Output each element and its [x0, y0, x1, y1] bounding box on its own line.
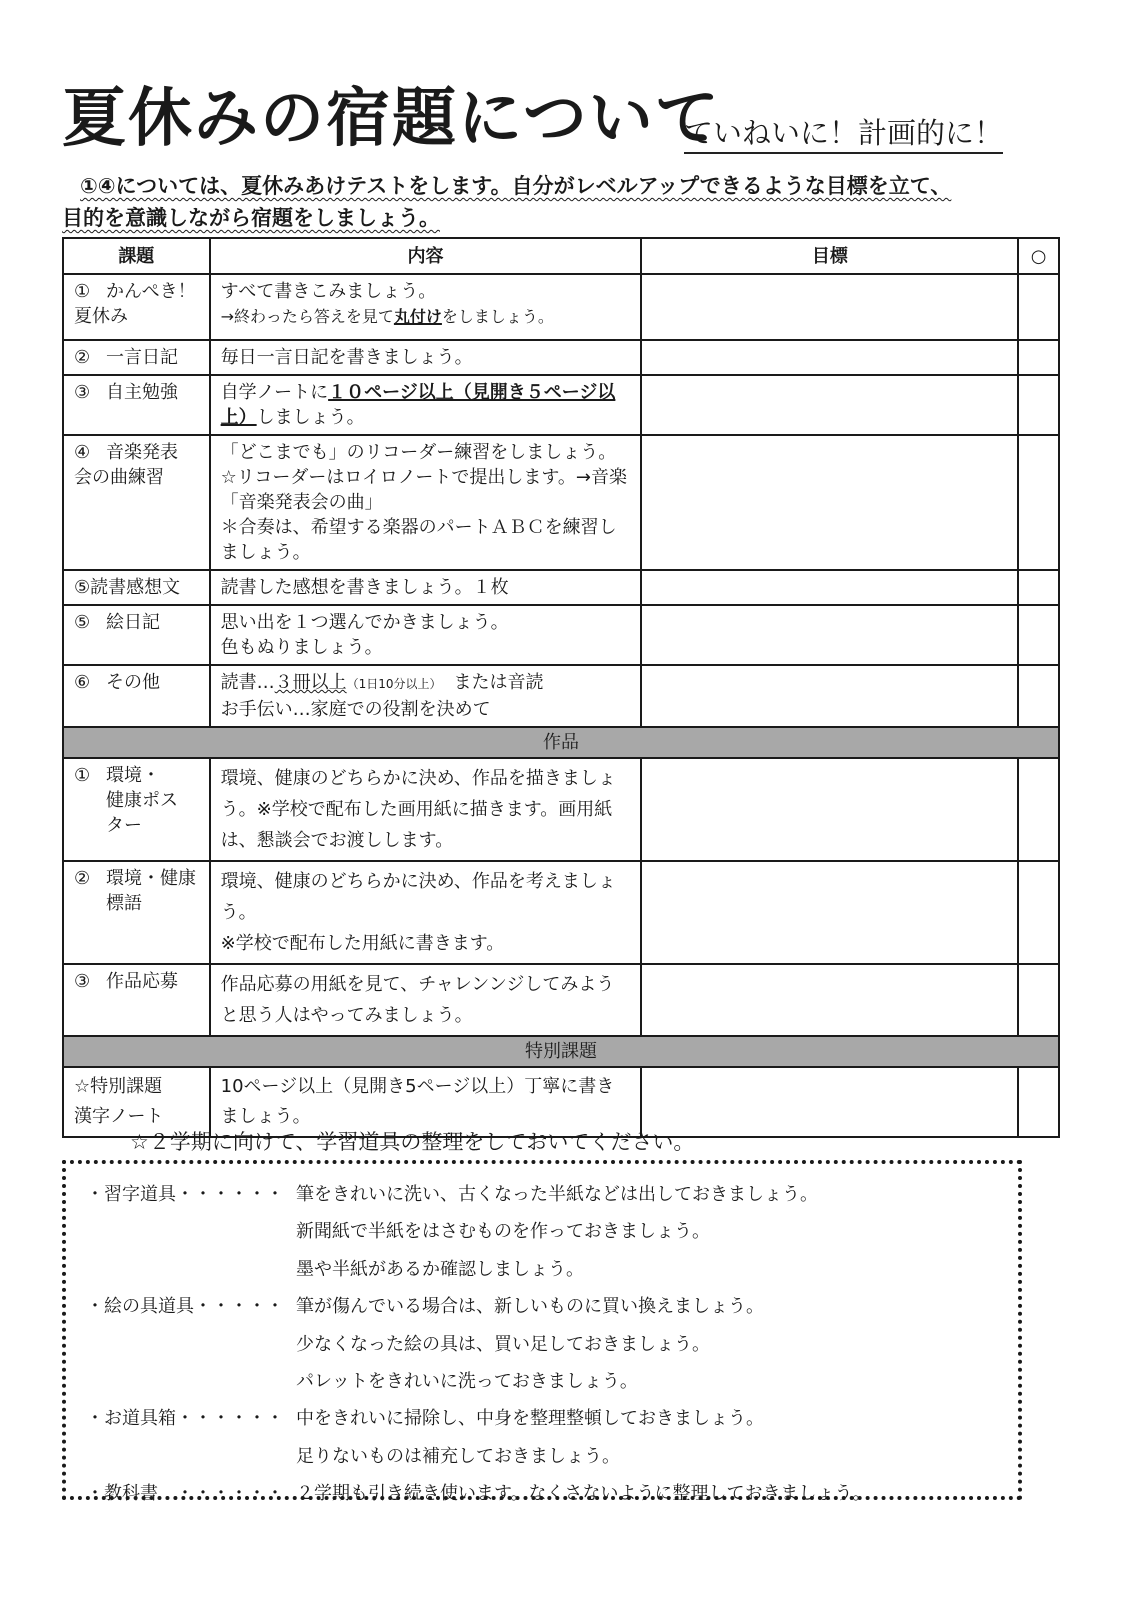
intro-text	[62, 170, 1052, 234]
item-label: ・お道具箱・・・・・・	[86, 1408, 284, 1430]
item-text: 墨や半紙があるか確認しましょう。	[296, 1258, 584, 1280]
content-text-a: 自学ノートに	[220, 382, 329, 403]
goal-cell[interactable]	[641, 435, 1018, 570]
section-row-works	[63, 727, 1059, 758]
goal-cell[interactable]	[641, 964, 1018, 1036]
page-title: 夏休みの宿題について	[62, 82, 721, 156]
list-item	[86, 1475, 998, 1512]
list-item	[86, 1326, 998, 1363]
subject-text: 自主勉強	[106, 382, 178, 403]
list-item	[86, 1363, 998, 1400]
row-number: ②	[74, 347, 91, 368]
check-cell[interactable]	[1018, 435, 1059, 570]
subject-text-2: 会の曲練習	[74, 467, 164, 488]
content-cell: 作品応募の用紙を見て、チャレンンジしてみようと思う人はやってみましょう。	[210, 964, 642, 1036]
item-text: 足りないものは補充しておきましょう。	[296, 1445, 620, 1467]
subject-text-2: 健康ポス	[106, 790, 178, 811]
section-row-special	[63, 1036, 1059, 1067]
goal-cell[interactable]	[641, 861, 1018, 964]
content-cell	[210, 861, 642, 964]
table-row	[63, 274, 1059, 340]
table-row	[63, 605, 1059, 665]
subject-text: かんぺき！	[106, 281, 196, 302]
subject-text: ☆特別課題	[74, 1076, 163, 1097]
goal-cell[interactable]	[641, 758, 1018, 861]
item-label	[86, 1363, 296, 1400]
content-cell: 読書した感想を書きましょう。１枚	[210, 570, 642, 605]
item-label: ・習字道具・・・・・・	[86, 1184, 284, 1205]
goal-cell[interactable]	[641, 665, 1018, 727]
content-text-2b: 丸付け	[393, 307, 442, 326]
content-text-2a: →終わったら答えを見て	[220, 307, 394, 326]
header-subject: 課題	[63, 238, 210, 274]
item-label	[86, 1438, 296, 1475]
content-text-2c: をしましょう。	[441, 307, 554, 326]
subject-cell	[63, 665, 210, 727]
row-number: ①	[74, 765, 91, 786]
content-text-b: １０ページ以上（見開き５ページ以上）	[220, 382, 616, 428]
content-cell	[210, 435, 642, 570]
content-text: 環境、健康のどちらかに決め、作品を考えましょう。	[220, 871, 616, 923]
table-row	[63, 570, 1059, 605]
goal-cell[interactable]	[641, 340, 1018, 375]
header-goal: 目標	[641, 238, 1018, 274]
subject-cell	[63, 605, 210, 665]
subject-text-2: 漢字ノート	[74, 1106, 164, 1127]
content-text-c: しましょう。	[256, 407, 365, 428]
list-item	[86, 1400, 998, 1437]
subject-cell	[63, 861, 210, 964]
content-cell	[210, 375, 642, 435]
subject-cell	[63, 964, 210, 1036]
row-number: ②	[74, 868, 91, 889]
list-item	[86, 1288, 998, 1325]
item-text: パレットをきれいに洗っておきましょう。	[296, 1371, 638, 1393]
subject-text: 環境・健康	[106, 868, 196, 889]
subject-text: その他	[106, 672, 160, 693]
list-item	[86, 1251, 998, 1288]
table-row	[63, 665, 1059, 727]
item-label	[86, 1251, 296, 1288]
notice-text: ☆２学期に向けて、学習道具の整理をしておいてください。	[130, 1130, 695, 1154]
intro-line-2: 目的を意識しながら宿題をしましょう。	[62, 206, 440, 230]
list-item	[86, 1176, 998, 1213]
section-title-special: 特別課題	[63, 1036, 1059, 1067]
subject-cell	[63, 375, 210, 435]
row-number: ⑤	[74, 612, 91, 633]
item-label: ・絵の具道具・・・・・	[86, 1296, 284, 1318]
section-title-works: 作品	[63, 727, 1059, 758]
goal-cell[interactable]	[641, 605, 1018, 665]
check-cell[interactable]	[1018, 1067, 1059, 1137]
content-text-2: ＊合奏は、希望する楽器のパートＡＢＣを練習しましょう。	[220, 517, 617, 563]
list-item	[86, 1438, 998, 1475]
goal-cell[interactable]	[641, 274, 1018, 340]
subject-cell: ⑤読書感想文	[63, 570, 210, 605]
subject-text-3: ター	[106, 815, 142, 836]
subject-cell	[63, 435, 210, 570]
content-text-2: ※学校で配布した用紙に書きます。	[220, 933, 505, 954]
row-number: ④	[74, 442, 91, 463]
content-cell	[210, 274, 642, 340]
check-cell[interactable]	[1018, 605, 1059, 665]
content-text-2: 色もぬりましょう。	[220, 637, 383, 658]
subject-text: 環境・	[106, 765, 160, 786]
check-cell[interactable]	[1018, 375, 1059, 435]
table-row	[63, 758, 1059, 861]
subject-text: 絵日記	[106, 612, 160, 633]
subject-cell	[63, 340, 210, 375]
page-subtitle: ていねいに！計画的に！	[684, 114, 1003, 154]
intro-line-1: ①④については、夏休みあけテストをします。自分がレベルアップできるような目標を立て、	[80, 174, 952, 198]
item-text: ２学期も引き続き使います。なくさないように整理しておきましょう。	[296, 1483, 871, 1505]
header-check: ○	[1018, 238, 1059, 274]
content-cell	[210, 605, 642, 665]
item-text: 中をきれいに掃除し、中身を整理整頓しておきましょう。	[296, 1408, 764, 1430]
content-cell: 環境、健康のどちらかに決め、作品を描きましょう。※学校で配布した画用紙に描きます。画用紙は、懇談会でお渡しします。	[210, 758, 642, 861]
row-number: ①	[74, 281, 91, 302]
subject-text: 音楽発表	[106, 442, 178, 463]
item-text: 筆が傷んでいる場合は、新しいものに買い換えましょう。	[296, 1296, 764, 1318]
check-cell[interactable]	[1018, 861, 1059, 964]
content-text: 「どこまでも」のリコーダー練習をしましょう。☆リコーダーはロイロノートで提出します。→音楽「音楽発表会の曲」	[220, 442, 627, 513]
content-text-2: お手伝い…家庭での役割を決めて	[220, 699, 491, 720]
table-row	[63, 340, 1059, 375]
item-text: 筆をきれいに洗い、古くなった半紙などは出しておきましょう。	[296, 1184, 818, 1205]
subject-cell	[63, 758, 210, 861]
table-row	[63, 375, 1059, 435]
check-cell[interactable]	[1018, 340, 1059, 375]
content-text-1b: ３冊以上	[274, 672, 347, 693]
header-content: 内容	[210, 238, 642, 274]
table-row	[63, 435, 1059, 570]
content-text-1c: （1日10分以上）	[346, 677, 436, 691]
content-text-1d: または音読	[435, 672, 544, 693]
check-cell[interactable]	[1018, 570, 1059, 605]
content-text: すべて書きこみましょう。	[220, 281, 437, 302]
content-cell	[210, 665, 642, 727]
item-text: 新聞紙で半紙をはさむものを作っておきましょう。	[296, 1221, 710, 1243]
content-text-1a: 読書…	[220, 672, 275, 693]
item-text: 少なくなった絵の具は、買い足しておきましょう。	[296, 1333, 710, 1355]
subject-text: 一言日記	[106, 347, 178, 368]
content-cell: 毎日一言日記を書きましょう。	[210, 340, 642, 375]
content-text: 思い出を１つ選んでかきましょう。	[220, 612, 509, 633]
row-number: ⑥	[74, 672, 91, 693]
item-label	[86, 1213, 296, 1250]
check-cell[interactable]	[1018, 665, 1059, 727]
subject-text-2: 標語	[106, 893, 142, 914]
row-number: ③	[74, 971, 91, 992]
item-label	[86, 1326, 296, 1363]
goal-cell[interactable]	[641, 375, 1018, 435]
row-number: ③	[74, 382, 91, 403]
check-cell[interactable]	[1018, 964, 1059, 1036]
title-row	[62, 80, 1052, 160]
check-cell[interactable]	[1018, 274, 1059, 340]
homework-table	[62, 237, 1060, 1138]
subject-text-2: 夏休み	[74, 306, 128, 327]
table-row	[63, 964, 1059, 1036]
table-row	[63, 861, 1059, 964]
content-cell: 10ページ以上（見開き5ページ以上）丁寧に書きましょう。	[210, 1067, 642, 1137]
check-cell[interactable]	[1018, 758, 1059, 861]
item-label: ・教科書 ・・・・・・	[86, 1483, 284, 1505]
list-item	[86, 1213, 998, 1250]
supplies-box	[62, 1160, 1022, 1505]
subject-text: 作品応募	[106, 971, 178, 992]
goal-cell[interactable]	[641, 1067, 1018, 1137]
goal-cell[interactable]	[641, 570, 1018, 605]
subject-cell	[63, 274, 210, 340]
table-header-row	[63, 238, 1059, 274]
